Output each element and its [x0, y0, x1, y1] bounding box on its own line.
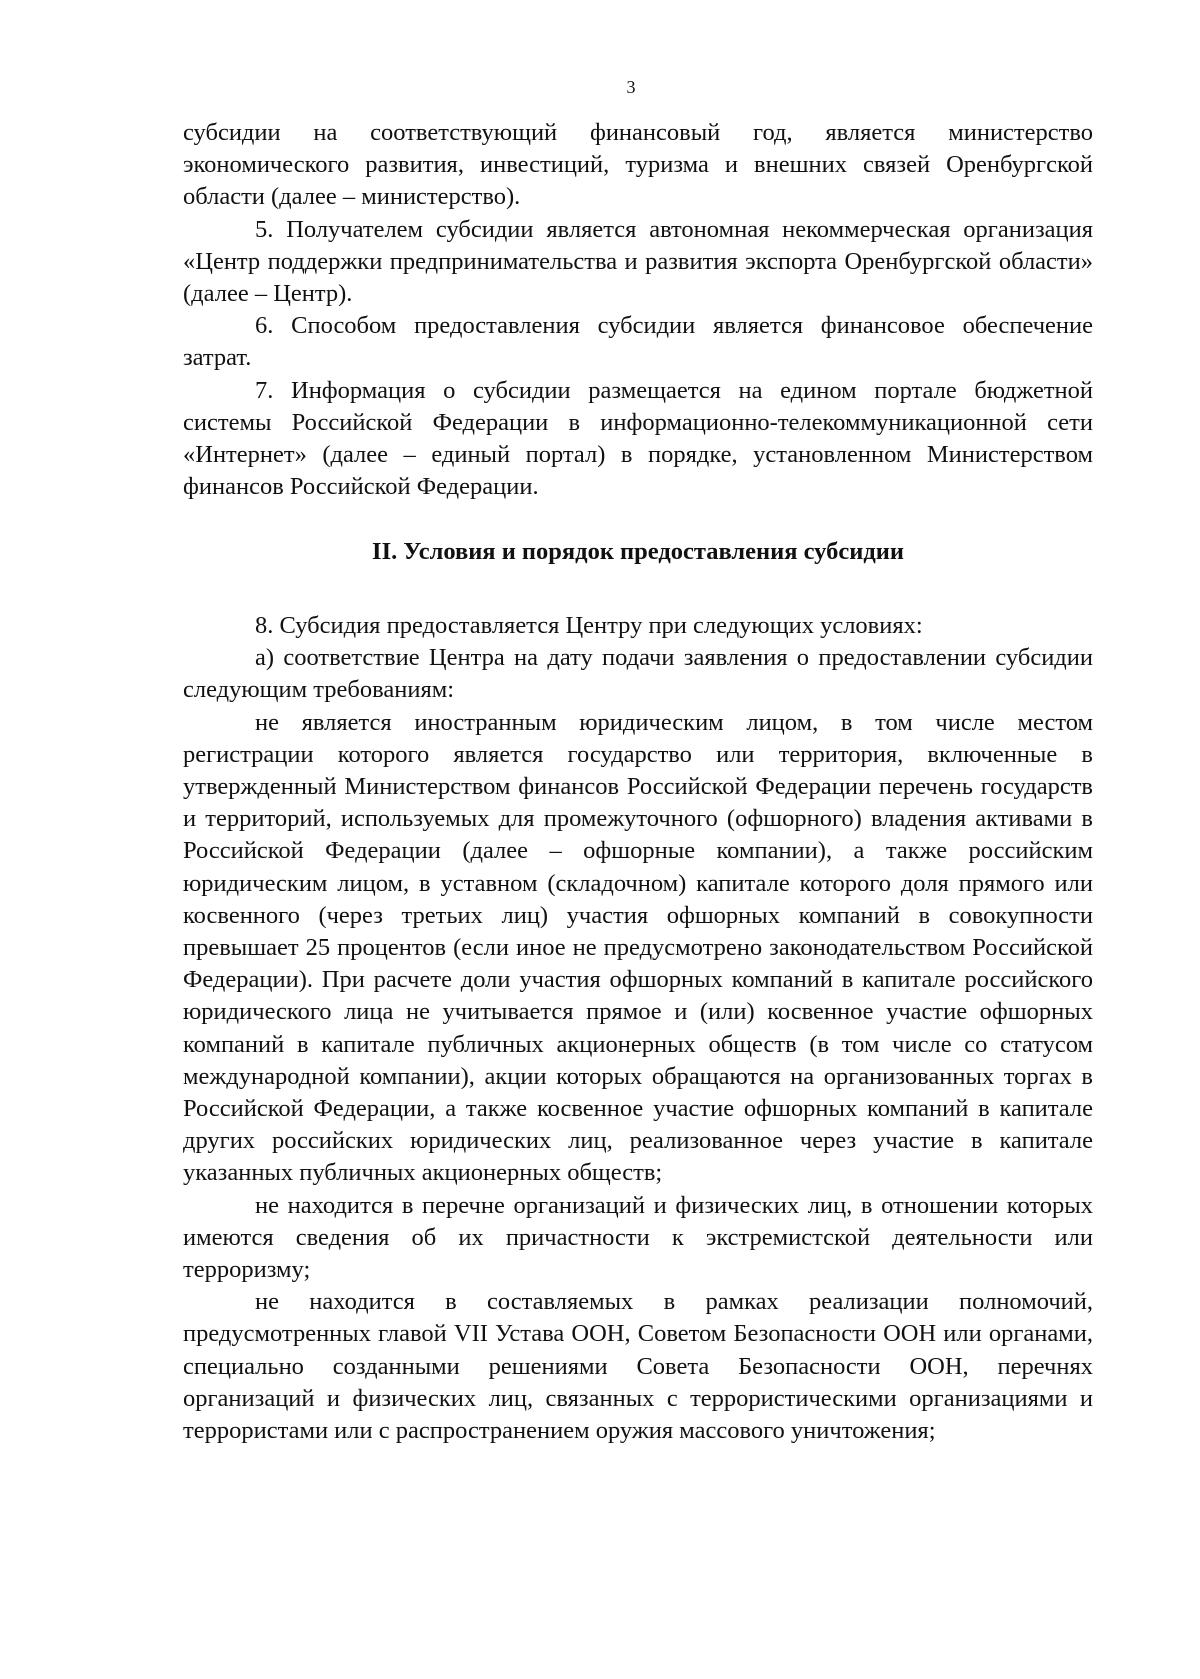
paragraph-continuation: субсидии на соответствующий финансовый год, является министерство экономического развития, инвестиций, туризма и внешних связей Оренбургской области (далее – министерство). — [183, 119, 1093, 211]
top-text-block — [183, 117, 1093, 503]
paragraph-item-8: 8. Субсидия предоставляется Центру при следующих условиях: — [255, 612, 923, 639]
requirement-offshore: не является иностранным юридическим лицом, в том числе местом регистрации которого является государство или территория, включенные в утвержденный Министерством финансов Российской Федерации перечень государств и территорий, используемых для промежуточного (офшорного) владения активами в Российской Федерации (далее – офшорные компании), а также российским юридическим лицом, в уставном (складочном) капитале которого доля прямого или косвенного (через третьих лиц) участия офшорных компаний в совокупности превышает 25 процентов (если иное не предусмотрено законодательством Российской Федерации). При расчете доли участия офшорных компаний в капитале российского юридического лица не учитывается прямое и (или) косвенное участие офшорных компаний в капитале публичных акционерных обществ (в том числе со статусом международной компании), акции которых обращаются на организованных торгах в Российской Федерации, а также косвенное участие офшорных компаний в капитале других российских юридических лиц, реализованное через участие в капитале указанных публичных акционерных обществ; — [183, 708, 1093, 1187]
requirement-extremism: не находится в перечне организаций и физических лиц, в отношении которых имеются сведения об их причастности к экстремистской деятельности или терроризму; — [183, 1191, 1093, 1284]
section-heading: II. Условия и порядок предоставления субсидии — [372, 538, 904, 565]
bottom-text-block — [183, 610, 1093, 1447]
paragraph-subitem-a: а) соответствие Центра на дату подачи заявления о предоставлении субсидии следующим требованиям: — [183, 644, 1093, 704]
page-number: 3 — [626, 77, 636, 97]
paragraph-item-5: 5. Получателем субсидии является автономная некоммерческая организация «Центр поддержки предпринимательства и развития экспорта Оренбургской области» (далее – Центр). — [183, 215, 1093, 308]
paragraph-item-7: 7. Информация о субсидии размещается на едином портале бюджетной системы Российской Федерации в информационно-телекоммуникационной сети «Интернет» (далее – единый портал) в порядке, установленном Министерством финансов Российской Федерации. — [183, 376, 1093, 501]
requirement-un-sanctions: не находится в составляемых в рамках реализации полномочий, предусмотренных главой VII Устава ООН, Советом Безопасности ООН или органами, специально созданными решениями Совета Безопасности ООН, перечнях организаций и физических лиц, связанных с террористическими организациями и террористами или с распространением оружия массового уничтожения; — [183, 1288, 1093, 1445]
paragraph-item-6: 6. Способом предоставления субсидии является финансовое обеспечение затрат. — [183, 312, 1093, 372]
